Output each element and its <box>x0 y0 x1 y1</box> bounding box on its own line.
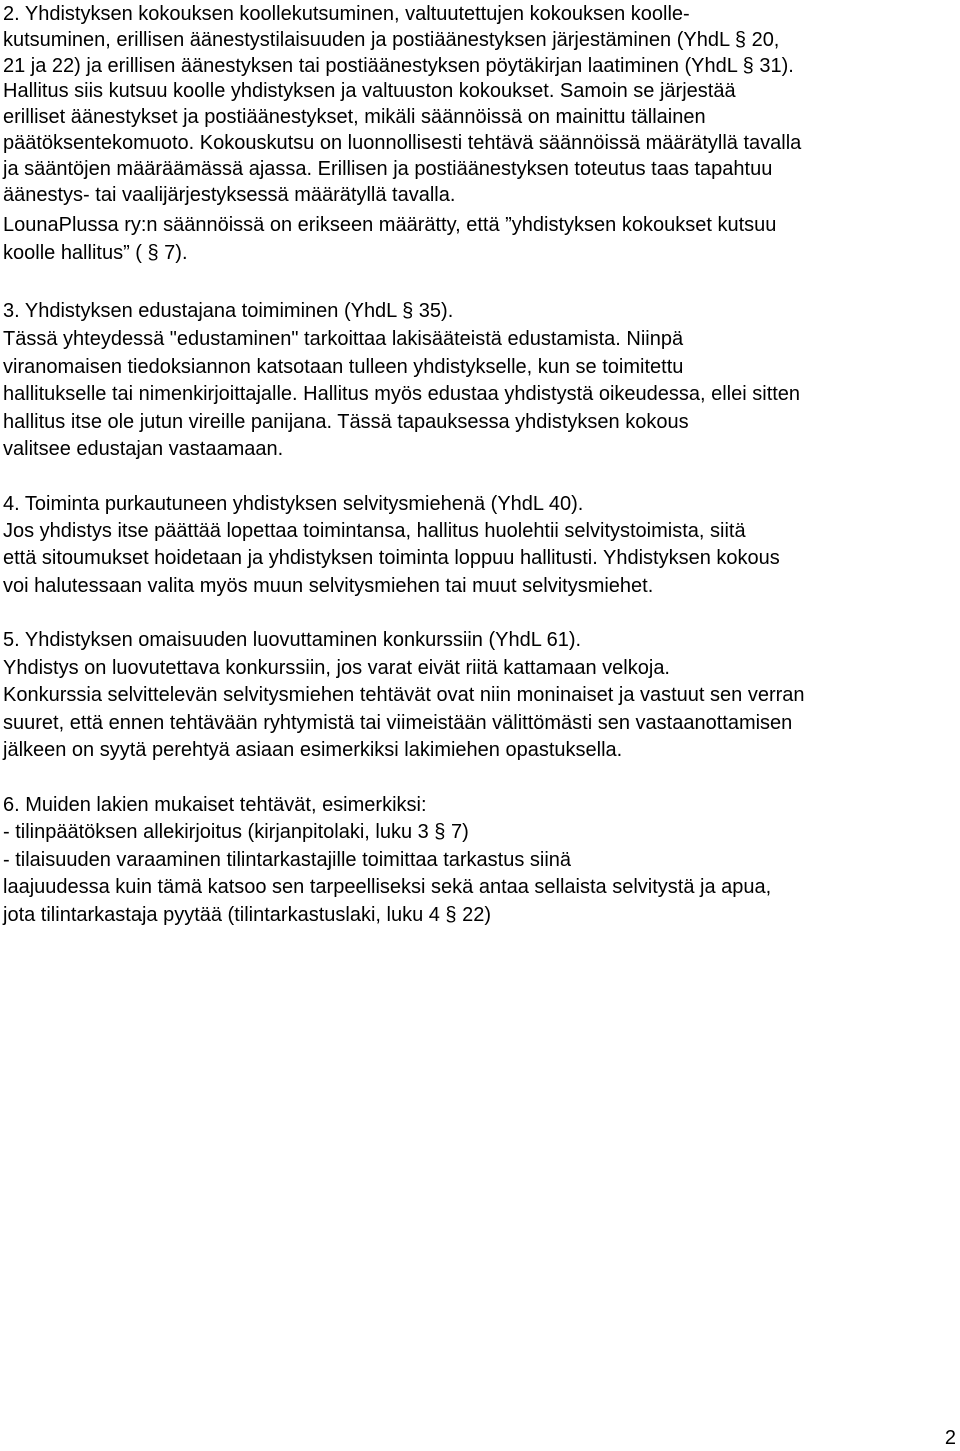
paragraph-line: voi halutessaan valita myös muun selvitysmiehen tai muut selvitysmiehet. <box>3 575 654 597</box>
paragraph-line: hallitus itse ole jutun vireille panijana. Tässä tapauksessa yhdistyksen kokous <box>3 411 689 433</box>
paragraph-line: hallitukselle tai nimenkirjoittajalle. Hallitus myös edustaa yhdistystä oikeudessa, ellei sitten <box>3 383 801 405</box>
paragraph-line: jälkeen on syytä perehtyä asiaan esimerkiksi lakimiehen opastuksella. <box>3 739 623 761</box>
paragraph-line: koolle hallitus” ( § 7). <box>3 242 188 264</box>
paragraph-line: Hallitus siis kutsuu koolle yhdistyksen ja valtuuston kokoukset. Samoin se järjestää <box>3 80 736 102</box>
section-4-heading: 4. Toiminta purkautuneen yhdistyksen selvitysmiehenä (YhdL 40). <box>3 493 584 515</box>
paragraph-line: jota tilintarkastaja pyytää (tilintarkastuslaki, luku 4 § 22) <box>3 904 492 926</box>
paragraph-line: kutsuminen, erillisen äänestystilaisuuden ja postiäänestyksen järjestäminen (YhdL § 20, <box>3 29 780 51</box>
paragraph-line: suuret, että ennen tehtävään ryhtymistä tai viimeistään välittömästi sen vastaanottamisen <box>3 712 793 734</box>
section-5-heading: 5. Yhdistyksen omaisuuden luovuttaminen konkurssiin (YhdL 61). <box>3 629 582 651</box>
paragraph-line: Konkurssia selvittelevän selvitysmiehen tehtävät ovat niin moninaiset ja vastuut sen verran <box>3 684 805 706</box>
paragraph-line: laajuudessa kuin tämä katsoo sen tarpeelliseksi sekä antaa sellaista selvitystä ja apua, <box>3 876 772 898</box>
paragraph-line: äänestys- tai vaalijärjestyksessä määrätyllä tavalla. <box>3 184 456 206</box>
paragraph-line: Jos yhdistys itse päättää lopettaa toimintansa, hallitus huolehtii selvitystoimista, siitä <box>3 520 746 542</box>
paragraph-line: erilliset äänestykset ja postiäänestykset, mikäli säännöissä on mainittu tällainen <box>3 106 706 128</box>
list-item: - tilinpäätöksen allekirjoitus (kirjanpitolaki, luku 3 § 7) <box>3 821 469 843</box>
paragraph-line: viranomaisen tiedoksiannon katsotaan tulleen yhdistykselle, kun se toimitettu <box>3 356 684 378</box>
paragraph-line: että sitoumukset hoidetaan ja yhdistyksen toiminta loppuu hallitusti. Yhdistyksen kokous <box>3 547 780 569</box>
list-item: - tilaisuuden varaaminen tilintarkastajille toimittaa tarkastus siinä <box>3 849 572 871</box>
paragraph-line: 21 ja 22) ja erillisen äänestyksen tai postiäänestyksen pöytäkirjan laatiminen (YhdL § 31). <box>3 55 794 77</box>
paragraph-line: LounaPlussa ry:n säännöissä on erikseen määrätty, että ”yhdistyksen kokoukset kutsuu <box>3 214 777 236</box>
paragraph-line: Tässä yhteydessä "edustaminen" tarkoittaa lakisääteistä edustamista. Niinpä <box>3 328 684 350</box>
paragraph-line: valitsee edustajan vastaamaan. <box>3 438 284 460</box>
section-2-heading: 2. Yhdistyksen kokouksen koollekutsuminen, valtuutettujen kokouksen koolle- <box>3 3 690 25</box>
page-number: 2 <box>944 1427 956 1449</box>
paragraph-line: Yhdistys on luovutettava konkurssiin, jos varat eivät riitä kattamaan velkoja. <box>3 657 670 679</box>
paragraph-line: ja sääntöjen määräämässä ajassa. Erillisen ja postiäänestyksen toteutus taas tapahtuu <box>3 158 773 180</box>
paragraph-line: päätöksentekomuoto. Kokouskutsu on luonnollisesti tehtävä säännöissä määrätyllä tavalla <box>3 132 802 154</box>
section-3-heading: 3. Yhdistyksen edustajana toimiminen (YhdL § 35). <box>3 300 454 322</box>
section-6-heading: 6. Muiden lakien mukaiset tehtävät, esimerkiksi: <box>3 794 427 816</box>
